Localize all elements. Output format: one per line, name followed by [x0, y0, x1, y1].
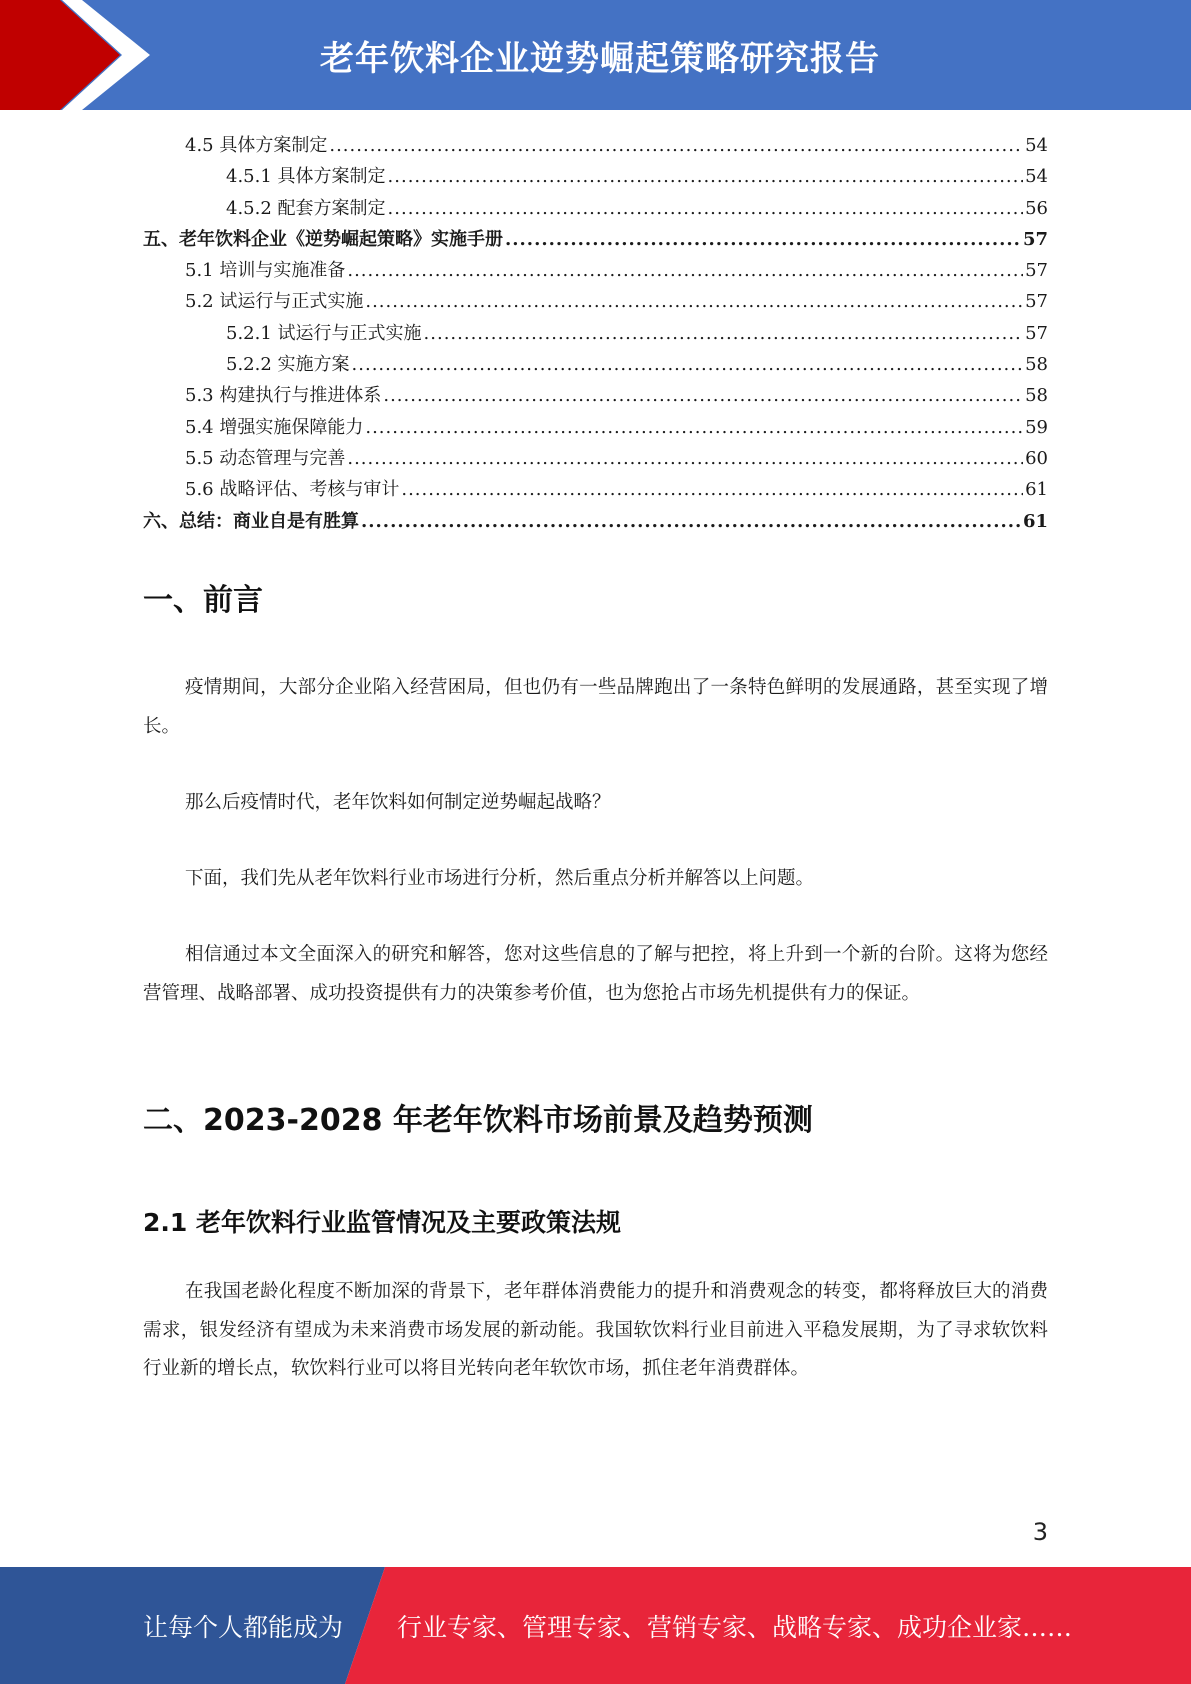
toc-entry-label: 5.2.2 实施方案	[226, 354, 350, 376]
toc-entry-page: 57	[1025, 291, 1048, 313]
toc-entry[interactable]	[143, 474, 1048, 505]
toc-dot-leader	[365, 286, 1023, 317]
toc-entry-label: 4.5.1 具体方案制定	[226, 166, 386, 188]
subsection-heading: 2.1 老年饮料行业监管情况及主要政策法规	[143, 1208, 621, 1237]
toc-entry[interactable]	[143, 130, 1048, 161]
toc-entry-page: 57	[1025, 322, 1048, 344]
toc-entry-page: 58	[1025, 354, 1048, 376]
toc-dot-leader	[352, 349, 1024, 380]
toc-entry-page: 54	[1025, 166, 1048, 188]
toc-entry-page: 56	[1025, 197, 1048, 219]
paragraph: 在我国老龄化程度不断加深的背景下，老年群体消费能力的提升和消费观念的转变，都将释放巨大的消费需求，银发经济有望成为未来消费市场发展的新动能。我国软饮料行业目前进入平稳发展期，为了寻求软饮料行业新的增长点，软饮料行业可以将目光转向老年软饮市场，抓住老年消费群体。	[143, 1281, 1048, 1379]
toc-entry-label: 5.2.1 试运行与正式实施	[226, 322, 422, 344]
toc-entry[interactable]	[143, 255, 1048, 286]
toc-entry-label: 5.2 试运行与正式实施	[185, 291, 364, 313]
toc-entry[interactable]	[143, 380, 1048, 411]
document-title: 老年饮料企业逆势崛起策略研究报告	[320, 38, 880, 79]
toc-entry[interactable]	[143, 318, 1048, 349]
toc-entry[interactable]	[143, 286, 1048, 317]
section-heading-forecast: 二、2023-2028 年老年饮料市场前景及趋势预测	[143, 1103, 813, 1138]
toc-entry-label: 六、总结：商业自是有胜算	[143, 510, 359, 532]
paragraph: 相信通过本文全面深入的研究和解答，您对这些信息的了解与把控，将上升到一个新的台阶。这将为您经营管理、战略部署、成功投资提供有力的决策参考价值，也为您抢占市场先机提供有力的保证。	[143, 944, 1048, 1004]
toc-dot-leader	[329, 130, 1023, 161]
toc-entry-label: 5.3 构建执行与推进体系	[185, 385, 382, 407]
toc-entry-label: 4.5 具体方案制定	[185, 135, 328, 156]
toc-dot-leader	[401, 474, 1023, 505]
toc-entry-label: 5.4 增强实施保障能力	[185, 416, 364, 438]
toc-entry[interactable]	[143, 506, 1048, 537]
footer-slogan-right: 行业专家、管理专家、营销专家、战略专家、成功企业家……	[397, 1612, 1073, 1642]
toc-entry[interactable]	[143, 193, 1048, 224]
toc-dot-leader	[388, 161, 1024, 192]
paragraph: 下面，我们先从老年饮料行业市场进行分析，然后重点分析并解答以上问题。	[185, 868, 815, 889]
toc-entry-label: 5.5 动态管理与完善	[185, 447, 346, 469]
paragraph: 疫情期间，大部分企业陷入经营困局，但也仍有一些品牌跑出了一条特色鲜明的发展通路，甚至实现了增长。	[143, 677, 1048, 737]
toc-entry[interactable]	[143, 349, 1048, 380]
toc-dot-leader	[424, 318, 1024, 349]
toc-entry-page: 61	[1022, 510, 1048, 532]
toc-entry-page: 58	[1025, 385, 1048, 407]
section-heading-preface: 一、前言	[143, 583, 263, 618]
toc-dot-leader	[388, 193, 1024, 224]
table-of-contents	[143, 130, 1048, 537]
toc-entry-page: 57	[1025, 260, 1048, 282]
toc-entry-page: 59	[1025, 416, 1048, 438]
toc-entry-page: 61	[1025, 479, 1048, 501]
footer-slogan-left: 让每个人都能成为	[143, 1612, 344, 1642]
toc-entry[interactable]	[143, 412, 1048, 443]
toc-entry-page: 57	[1022, 228, 1048, 250]
toc-dot-leader	[361, 506, 1021, 537]
toc-entry-label: 4.5.2 配套方案制定	[226, 197, 386, 219]
toc-dot-leader	[383, 380, 1023, 411]
toc-entry-label: 五、老年饮料企业《逆势崛起策略》实施手册	[143, 228, 503, 250]
toc-entry-page: 60	[1025, 447, 1048, 469]
toc-entry[interactable]	[143, 161, 1048, 192]
header-band	[0, 0, 1191, 110]
toc-entry[interactable]	[143, 224, 1048, 255]
toc-entry-label: 5.1 培训与实施准备	[185, 260, 346, 282]
toc-entry-label: 5.6 战略评估、考核与审计	[185, 479, 400, 501]
toc-dot-leader	[347, 443, 1023, 474]
paragraph: 那么后疫情时代，老年饮料如何制定逆势崛起战略？	[185, 792, 611, 813]
toc-dot-leader	[347, 255, 1023, 286]
toc-dot-leader	[365, 412, 1023, 443]
toc-dot-leader	[505, 224, 1021, 255]
footer-band	[0, 1567, 1191, 1684]
toc-entry-page: 54	[1025, 135, 1048, 156]
page-number: 3	[1032, 1518, 1048, 1546]
toc-entry[interactable]	[143, 443, 1048, 474]
